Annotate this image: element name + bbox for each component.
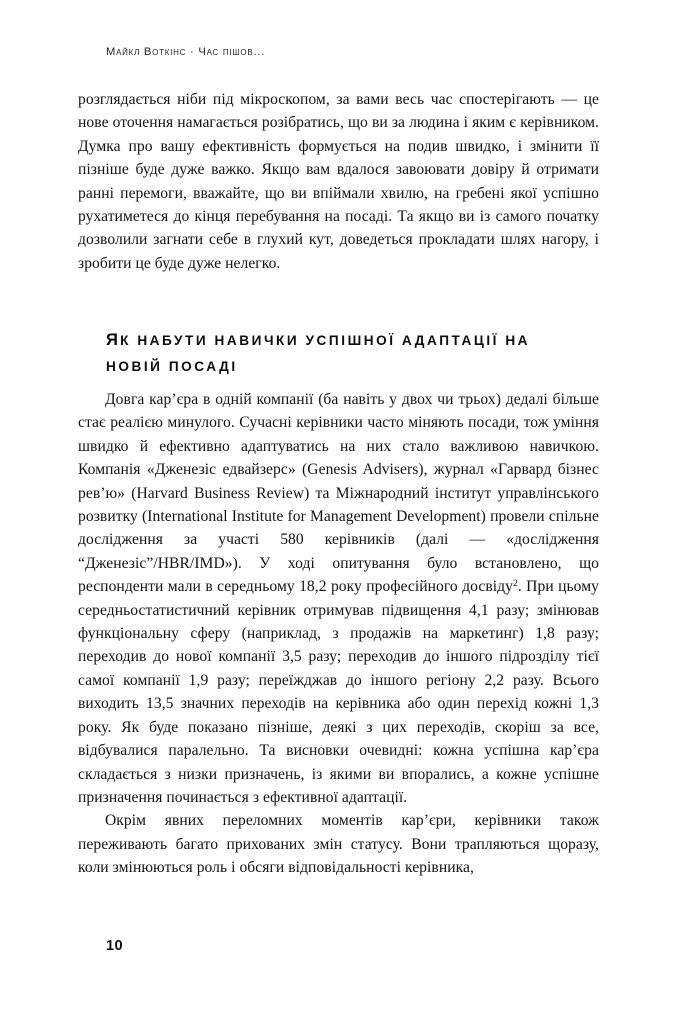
paragraph-hidden-transitions: Окрім явних переломних моментів кар’єри, керівники також переживають багато прихованих змін статусу. Вони трапляються щоразу, коли змінюються роль і обсяги відповідальності керівника, [78, 812, 599, 877]
paragraph-continuation: розглядається ніби під мікроскопом, за вами весь час спостерігають — це нове оточення намагається розібратись, що ви за людина і яким є керівником. Думка про вашу ефективність формується на подив швидко, і змінити її пізніше буде дуже важко. Якщо вам вдалося завоювати довіру й отримати ранні перемоги, вважайте, що ви впіймали хвилю, на гребені якої успішно рухатиметеся до кінця перебування на посаді. Та якщо ви із самого початку дозволили загнати себе в глухий кут, доведеться прокладати шлях нагору, і зробити це буде дуже нелегко. [78, 91, 599, 272]
section-heading [106, 327, 576, 379]
section-heading-lead-letter: Я [106, 330, 121, 349]
section-heading-rest: К НАБУТИ НАВИЧКИ УСПІШНОЇ АДАПТАЦІЇ НА НОВІЙ ПОСАДІ [106, 333, 531, 374]
paragraph-research-part1: Довга кар’єра в одній компанії (ба навіть у двох чи трьох) дедалі більше стає реалією минулого. Сучасні керівники часто міняють посади, тож уміння швидко й ефективно адаптуватись на них стало важливою навичкою. Компанія «Дженезіс едвайзерс» (Genesis Advisers), журнал «Гарвард бізнес рев’ю» (Harvard Business Review) та Міжнародний інститут управлінського розвитку (International Institute for Management Development) провели спільне дослідження за участі 580 керівників (далі — «дослідження “Дженезіс”/HBR/IMD»). У ході опитування було встановлено, що респонденти мали в середньому 18,2 року професійного досвіду [78, 391, 599, 596]
paragraph-research [78, 388, 599, 809]
body-text-lower [78, 388, 599, 880]
running-head: Майкл Воткінс · Час пішов... [106, 46, 266, 58]
footnote-marker: 2 [512, 578, 518, 590]
body-text-upper [78, 88, 599, 275]
page-number: 10 [106, 938, 124, 954]
paragraph-research-part2: . При цьому середньостатистичний керівник отримував підвищення 4,1 разу; змінював функціональну сферу (наприклад, з продажів на маркетинг) 1,8 разу; переходив до нової компанії 3,5 разу; переходив до іншого підрозділу тієї самої компанії 1,9 разу; переїжджав до іншого регіону 2,2 разу. Всього виходить 13,5 значних переходів на керівника або один перехід кожні 1,3 року. Як буде показано пізніше, деякі з цих переходів, скоріш за все, відбувалися паралельно. Та висновки очевидні: кожна успішна кар’єра складається з низки призначень, із якими ви впорались, а кожне успішне призначення починається з ефективної адаптації. [78, 578, 599, 806]
